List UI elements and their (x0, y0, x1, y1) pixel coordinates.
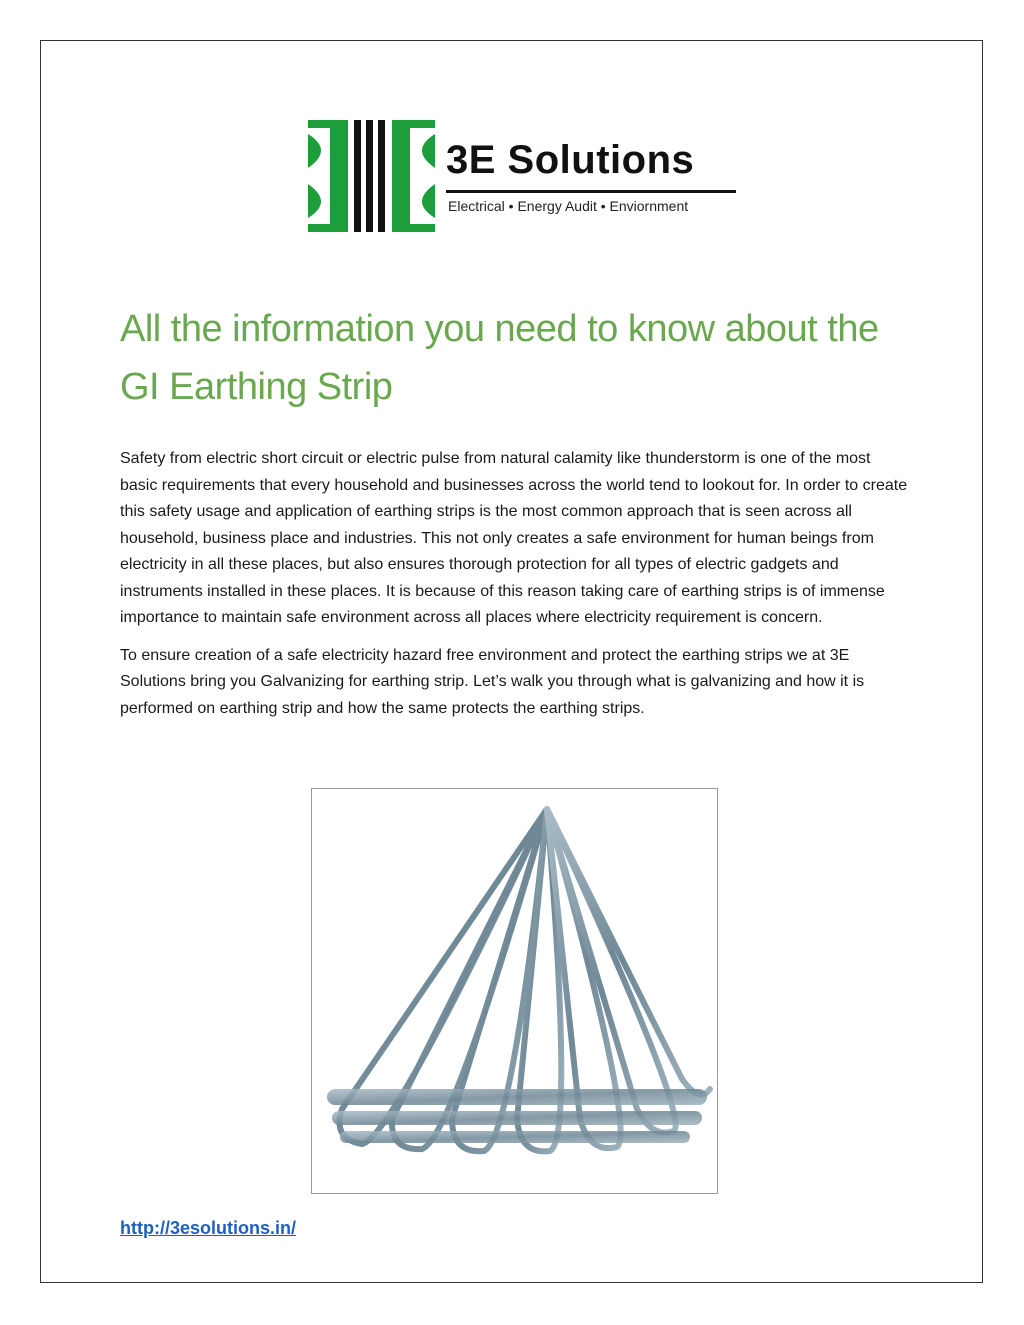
website-link[interactable]: http://3esolutions.in/ (120, 1218, 296, 1238)
company-logo (308, 120, 748, 235)
body-paragraph-1: Safety from electric short circuit or electric pulse from natural calamity like thunderstorm is one of the most basic requirements that every household and businesses across the world tend to lookout for. In order to create this safety usage and application of earthing strips is the most common approach that is seen across all household, business place and industries. This not only creates a safe environment for human beings from electricity in all these places, but also ensures thorough protection for all types of electric gadgets and instruments installed in these places. It is because of this reason taking care of earthing strips is of immense importance to maintain safe environment across all places where electricity requirement is concern. (120, 450, 908, 626)
article-body (120, 446, 910, 733)
logo-3e-mark-icon (308, 120, 435, 232)
page-title: All the information you need to know about the GI Earthing Strip (120, 308, 879, 408)
logo-tagline: Electrical • Energy Audit • Enviornment (448, 198, 689, 214)
body-paragraph-2: To ensure creation of a safe electricity hazard free environment and protect the earthing strips we at 3E Solutions bring you Galvanizing for earthing strip. Let’s walk you through what is galvanizing and how it is performed on earthing strip and how the same protects the earthing strips. (120, 646, 865, 717)
earthing-strip-photo (311, 788, 718, 1194)
earthing-strip-image (312, 789, 717, 1193)
logo-company-name: 3E Solutions (446, 138, 695, 182)
logo-divider (446, 190, 736, 193)
